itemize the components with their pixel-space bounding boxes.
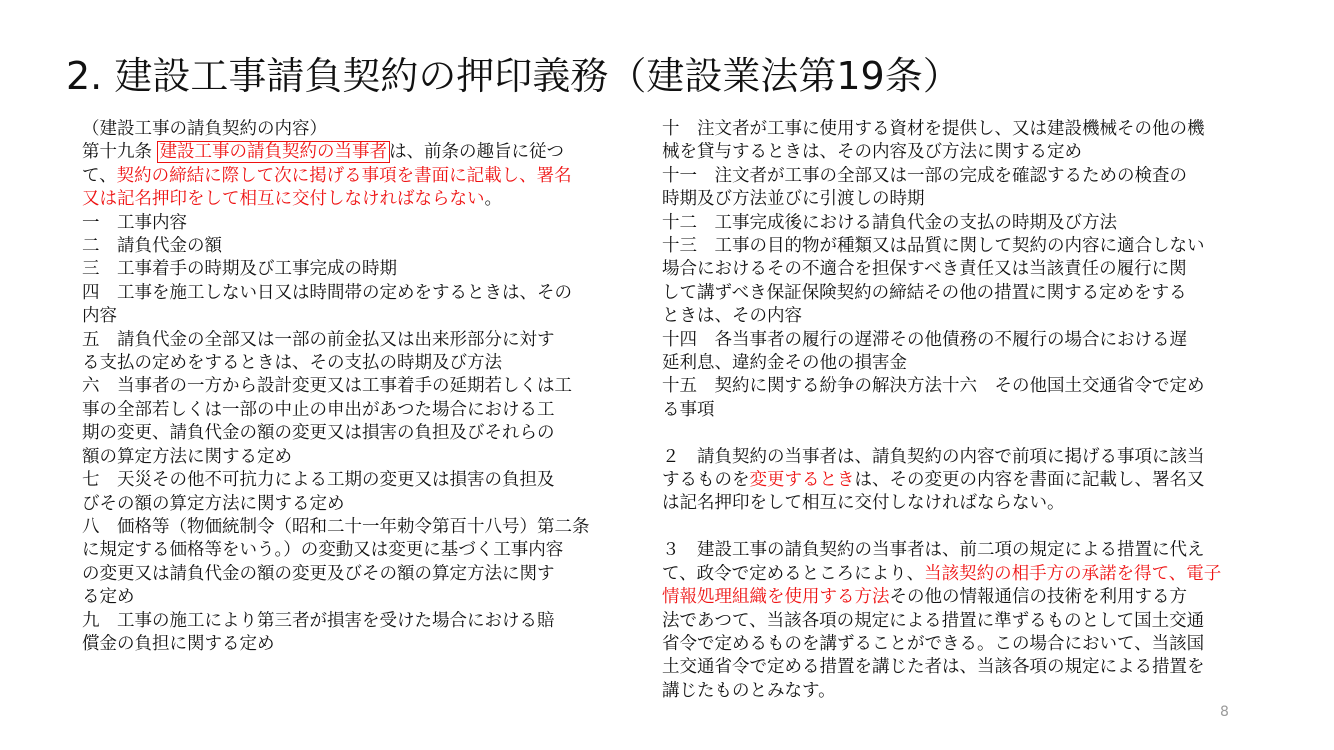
text-segment: に規定する価格等をいう。）の変動又は変更に基づく工事内容 xyxy=(82,540,564,561)
text-segment: ３ 建設工事の請負契約の当事者は、前二項の規定による措置に代え xyxy=(662,540,1205,561)
text-segment: る定め xyxy=(82,587,135,608)
text-segment: 二 請負代金の額 xyxy=(82,236,222,257)
text-segment: 十二 工事完成後における請負代金の支払の時期及び方法 xyxy=(662,212,1117,233)
text-segment: る事項 xyxy=(662,399,715,420)
text-line xyxy=(662,329,1256,352)
text-segment: 三 工事着手の時期及び工事完成の時期 xyxy=(82,259,397,280)
text-line xyxy=(82,258,622,281)
text-line xyxy=(662,258,1256,281)
text-segment: 十一 注文者が工事の全部又は一部の完成を確認するための検査の xyxy=(662,165,1187,186)
text-segment: は、前条の趣旨に従つ xyxy=(389,142,565,163)
page-number: 8 xyxy=(1220,704,1229,720)
text-line xyxy=(662,680,1256,703)
highlighted-text: 当該契約の相手方の承諾を得て、電子 xyxy=(924,563,1222,584)
text-line xyxy=(82,633,622,656)
text-line xyxy=(82,305,622,328)
text-line xyxy=(662,422,1256,445)
text-segment: 時期及び方法並びに引渡しの時期 xyxy=(662,189,925,210)
text-segment: （建設工事の請負契約の内容） xyxy=(82,119,327,139)
text-segment: て、政令で定めるところにより、 xyxy=(662,563,925,584)
text-line xyxy=(662,188,1256,211)
text-segment: ときは、その内容 xyxy=(662,306,802,327)
text-segment: 七 天災その他不可抗力による工期の変更又は損害の負担及 xyxy=(82,470,555,491)
text-segment: は、その変更の内容を書面に記載し、署名又 xyxy=(854,470,1205,491)
text-line xyxy=(662,165,1256,188)
text-line xyxy=(82,118,622,141)
text-line xyxy=(82,469,622,492)
text-line xyxy=(82,422,622,445)
text-segment: は記名押印をして相互に交付しなければならない。 xyxy=(662,493,1065,514)
text-segment: 法であつて、当該各項の規定による措置に準ずるものとして国土交通 xyxy=(662,610,1205,631)
text-line xyxy=(662,633,1256,656)
highlighted-text: 又は記名押印をして相互に交付しなければならない xyxy=(82,189,485,210)
text-line xyxy=(82,586,622,609)
left-text-column xyxy=(82,118,622,656)
text-segment: 。 xyxy=(484,189,502,210)
text-line xyxy=(662,235,1256,258)
text-segment: 内容 xyxy=(82,306,117,327)
text-segment: 省令で定めるものを講ずることができる。この場合において、当該国 xyxy=(662,633,1205,654)
text-segment: その他の情報通信の技術を利用する方 xyxy=(889,587,1187,608)
text-segment: びその額の算定方法に関する定め xyxy=(82,493,345,514)
text-segment: 額の算定方法に関する定め xyxy=(82,446,292,467)
text-line xyxy=(82,329,622,352)
text-line xyxy=(662,656,1256,679)
text-segment: 九 工事の施工により第三者が損害を受けた場合における賠 xyxy=(82,610,555,631)
text-line xyxy=(82,610,622,633)
text-line xyxy=(662,469,1256,492)
text-segment: 械を貸与するときは、その内容及び方法に関する定め xyxy=(662,142,1082,163)
text-line xyxy=(82,446,622,469)
text-segment: 八 価格等（物価統制令（昭和二十一年勅令第百十八号）第二条 xyxy=(82,516,590,537)
text-line xyxy=(82,165,622,188)
text-segment: 講じたものとみなす。 xyxy=(662,680,836,701)
text-line xyxy=(662,610,1256,633)
text-line xyxy=(662,352,1256,375)
highlighted-text: 建設工事の請負契約の当事者 xyxy=(159,142,388,163)
text-segment: 土交通省令で定める措置を講じた者は、当該各項の規定による措置を xyxy=(662,657,1205,678)
highlighted-text: 変更するとき xyxy=(749,470,855,491)
text-segment: ２ 請負契約の当事者は、請負契約の内容で前項に掲げる事項に該当 xyxy=(662,446,1205,467)
text-line xyxy=(82,352,622,375)
text-line xyxy=(662,141,1256,164)
text-line xyxy=(662,305,1256,328)
text-segment: て、 xyxy=(82,165,117,186)
text-segment: 期の変更、請負代金の額の変更又は損害の負担及びそれらの xyxy=(82,423,555,444)
text-segment: 十五 契約に関する紛争の解決方法十六 その他国土交通省令で定め xyxy=(662,376,1205,397)
text-line xyxy=(662,539,1256,562)
text-segment: して講ずべき保証保険契約の締結その他の措置に関する定めをする xyxy=(662,282,1187,303)
text-segment: 場合におけるその不適合を担保すべき責任又は当該責任の履行に関 xyxy=(662,259,1187,280)
text-line xyxy=(82,399,622,422)
text-line xyxy=(662,446,1256,469)
text-line xyxy=(82,539,622,562)
text-line xyxy=(662,586,1256,609)
text-line xyxy=(662,375,1256,398)
text-segment: 四 工事を施工しない日又は時間帯の定めをするときは、その xyxy=(82,282,572,303)
text-line xyxy=(82,235,622,258)
text-segment: 一 工事内容 xyxy=(82,212,187,233)
text-line xyxy=(82,141,622,164)
text-segment: の変更又は請負代金の額の変更及びその額の算定方法に関す xyxy=(82,563,555,584)
highlighted-text: 契約の締結に際して次に掲げる事項を書面に記載し、署名 xyxy=(116,165,572,186)
text-segment: 事の全部若しくは一部の中止の申出があつた場合における工 xyxy=(82,399,555,420)
text-line xyxy=(662,282,1256,305)
text-segment: 償金の負担に関する定め xyxy=(82,633,275,654)
text-line xyxy=(662,516,1256,539)
text-line xyxy=(662,492,1256,515)
slide-title: 2. 建設工事請負契約の押印義務（建設業法第19条） xyxy=(66,54,961,98)
text-segment: 六 当事者の一方から設計変更又は工事着手の延期若しくは工 xyxy=(82,376,572,397)
text-line xyxy=(82,375,622,398)
text-line xyxy=(82,493,622,516)
text-segment: 第十九条 xyxy=(82,142,158,163)
text-segment: 十 注文者が工事に使用する資材を提供し、又は建設機械その他の機 xyxy=(662,119,1205,139)
text-line xyxy=(82,188,622,211)
text-line xyxy=(82,516,622,539)
text-line xyxy=(662,118,1256,141)
highlighted-text: 情報処理組織を使用する方法 xyxy=(662,587,890,608)
text-line xyxy=(662,399,1256,422)
text-line xyxy=(82,563,622,586)
text-segment: 十三 工事の目的物が種類又は品質に関して契約の内容に適合しない xyxy=(662,236,1205,257)
text-segment: 五 請負代金の全部又は一部の前金払又は出来形部分に対す xyxy=(82,329,555,350)
text-line xyxy=(82,212,622,235)
text-line xyxy=(82,282,622,305)
text-segment: するものを xyxy=(662,470,750,491)
text-line xyxy=(662,212,1256,235)
text-line xyxy=(662,563,1256,586)
text-segment: る支払の定めをするときは、その支払の時期及び方法 xyxy=(82,353,502,374)
text-segment: 十四 各当事者の履行の遅滞その他債務の不履行の場合における遅 xyxy=(662,329,1187,350)
text-segment: 延利息、違約金その他の損害金 xyxy=(662,353,907,374)
right-text-column xyxy=(662,118,1256,703)
